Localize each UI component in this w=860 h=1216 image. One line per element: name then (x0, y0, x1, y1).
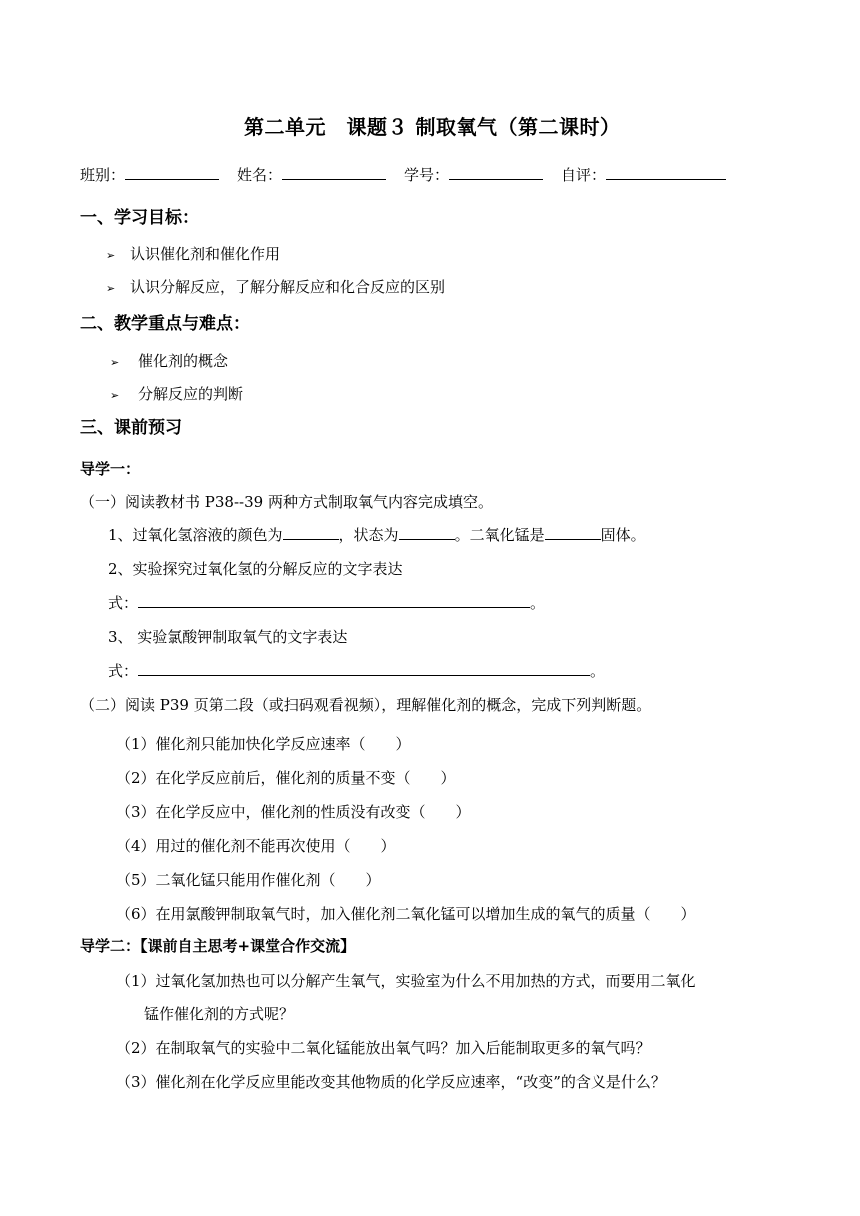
judge-item: （5）二氧化锰只能用作催化剂（ ） (116, 871, 381, 889)
keypoint-item: ➢ 催化剂的概念 (110, 352, 229, 370)
section-preview-heading: 三、课前预习 (80, 418, 182, 438)
guide1-part2: （二）阅读 P39 页第二段（或扫码观看视频），理解催化剂的概念，完成下列判断题。 (80, 696, 652, 714)
guide1-q2: 2、实验探究过氧化氢的分解反应的文字表达 (108, 560, 403, 578)
objective-item: ➢ 认识分解反应，了解分解反应和化合反应的区别 (106, 278, 446, 296)
h2o2-equation-blank (138, 593, 530, 608)
guide1-q2-line: 式： 。 (108, 594, 546, 612)
guide1-label: 导学一： (80, 460, 141, 478)
id-label: 学号： (404, 166, 450, 184)
guide2-q2: （2）在制取氧气的实验中二氧化锰能放出氧气吗？加入后能制取更多的氧气吗？ (116, 1039, 651, 1057)
guide1-part1: （一）阅读教材书 P38--39 两种方式制取氧气内容完成填空。 (80, 493, 493, 511)
name-label: 姓名： (237, 166, 283, 184)
guide2-heading: 导学二：【课前自主思考+课堂合作交流】 (80, 937, 356, 955)
class-label: 班别： (80, 166, 126, 184)
judge-item: （4）用过的催化剂不能再次使用（ ） (116, 837, 396, 855)
guide1-q3-line: 式： 。 (108, 662, 606, 680)
judge-item: （1）催化剂只能加快化学反应速率（ ） (116, 735, 411, 753)
guide2-q1-line1: （1）过氧化氢加热也可以分解产生氧气，实验室为什么不用加热的方式，而要用二氧化 (116, 972, 696, 990)
eval-label: 自评： (561, 166, 607, 184)
guide1-q3: 3、 实验氯酸钾制取氧气的文字表达 (108, 628, 348, 646)
judge-item: （2）在化学反应前后，催化剂的质量不变（ ） (116, 769, 456, 787)
guide2-q1-line2: 锰作催化剂的方式呢？ (144, 1005, 295, 1023)
state-blank (399, 525, 455, 540)
class-blank (125, 165, 219, 180)
mno2-blank (545, 525, 601, 540)
arrow-bullet-icon: ➢ (106, 249, 116, 262)
arrow-bullet-icon: ➢ (110, 356, 120, 369)
color-blank (283, 525, 339, 540)
objective-item: ➢ 认识催化剂和催化作用 (106, 245, 281, 263)
section-objectives-heading: 一、学习目标： (80, 208, 199, 228)
guide1-q1: 1、过氧化氢溶液的颜色为 ，状态为 。二氧化锰是 固体。 (108, 526, 646, 544)
id-blank (449, 165, 543, 180)
page-title: 第二单元 课题３ 制取氧气（第二课时） (244, 115, 621, 139)
keypoint-item: ➢ 分解反应的判断 (110, 385, 244, 403)
name-blank (282, 165, 386, 180)
eval-blank (606, 165, 726, 180)
kclo3-equation-blank (138, 661, 590, 676)
arrow-bullet-icon: ➢ (110, 389, 120, 402)
guide2-q3: （3）催化剂在化学反应里能改变其他物质的化学反应速率，“改变”的含义是什么？ (116, 1073, 666, 1091)
section-keypoints-heading: 二、教学重点与难点： (80, 314, 250, 334)
judge-item: （3）在化学反应中，催化剂的性质没有改变（ ） (116, 803, 471, 821)
judge-item: （6）在用氯酸钾制取氧气时，加入催化剂二氧化锰可以增加生成的氧气的质量（ ） (116, 905, 696, 923)
arrow-bullet-icon: ➢ (106, 282, 116, 295)
student-info-row (80, 164, 726, 185)
